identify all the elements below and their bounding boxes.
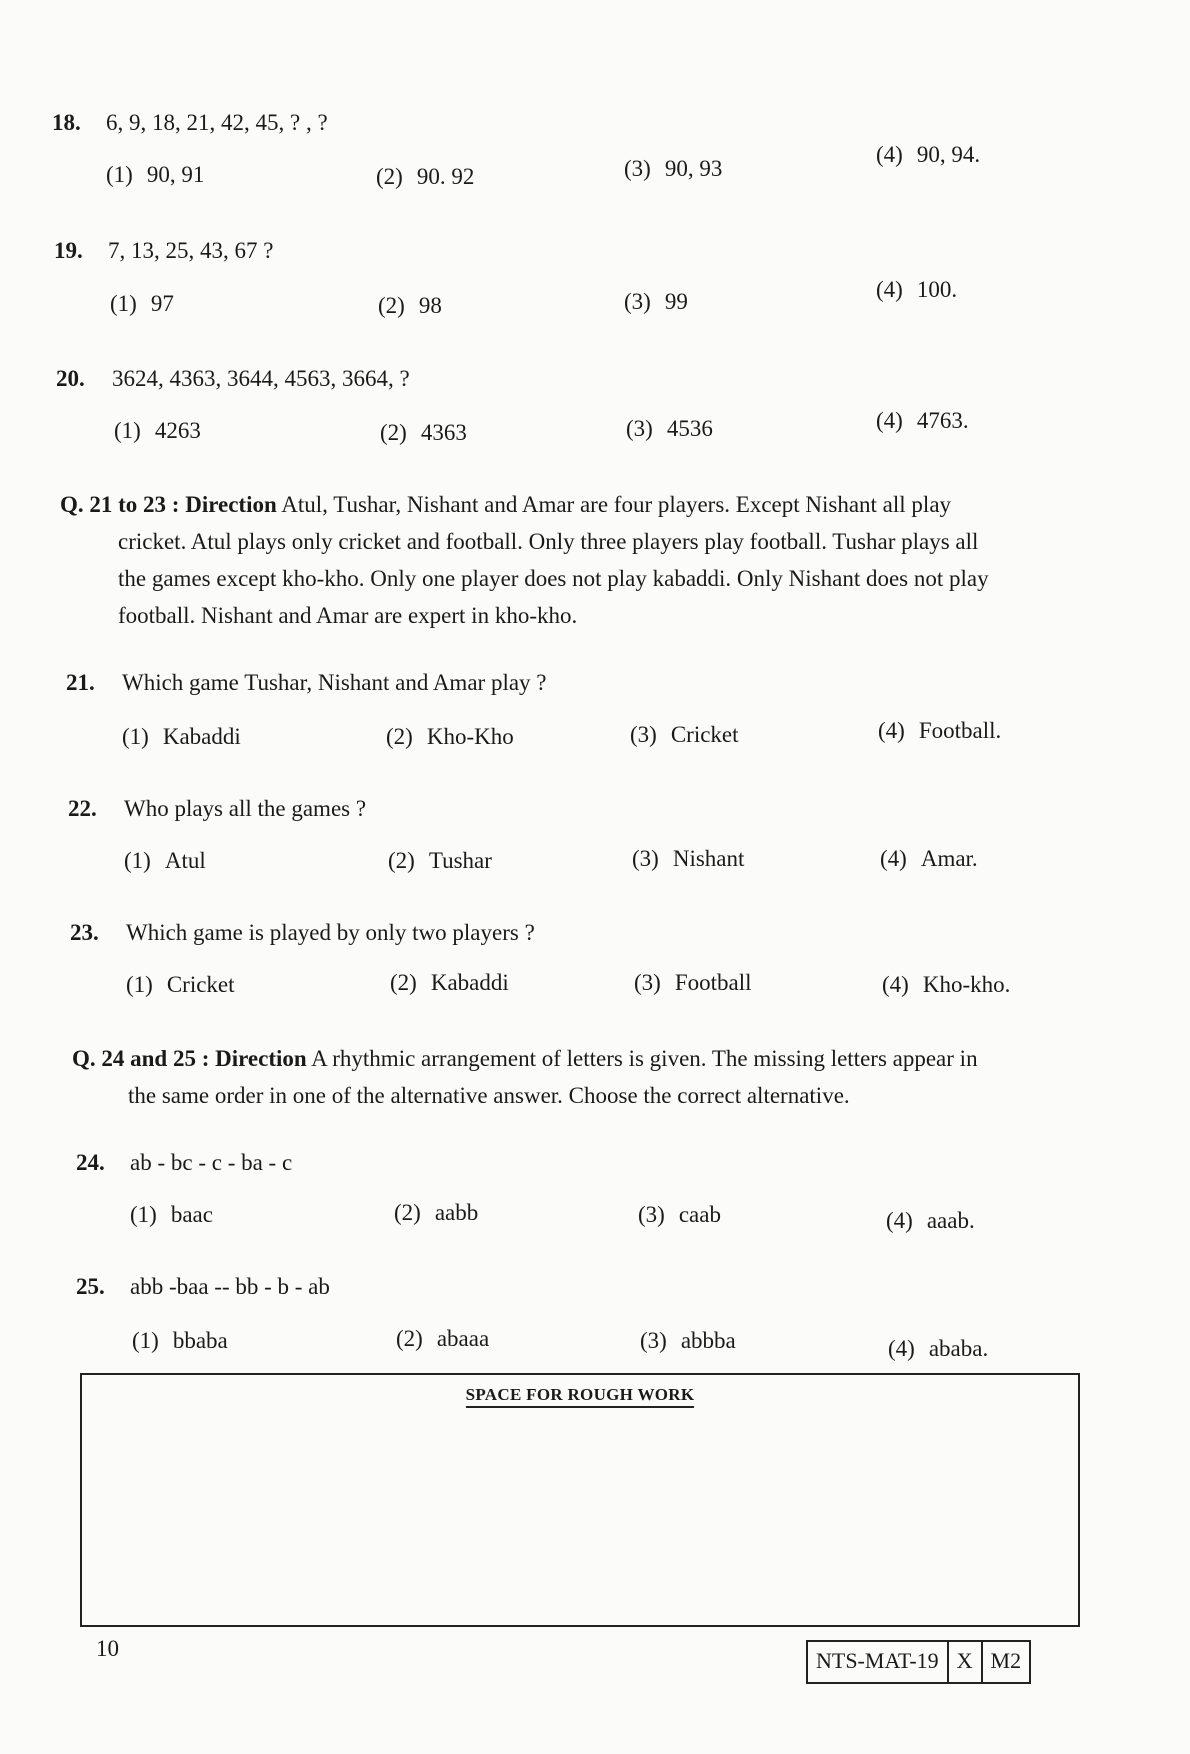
- question-text: Which game is played by only two players ?: [126, 920, 535, 945]
- option-4: (4) aaab.: [886, 1208, 975, 1233]
- option-3: (3) Cricket: [630, 722, 739, 747]
- question-number: 22.: [68, 796, 97, 821]
- option-3: (3) abbba: [640, 1328, 736, 1353]
- option-4: (4) 90, 94.: [876, 142, 981, 167]
- option-1: (1) Kabaddi: [122, 724, 241, 749]
- option-2: (2) 98: [378, 293, 442, 318]
- paper-code-set: M2: [990, 1648, 1022, 1673]
- direction-24-25: [72, 1040, 1102, 1114]
- direction-line: the same order in one of the alternative answer. Choose the correct alternative.: [128, 1083, 850, 1108]
- option-3: (3) 99: [624, 289, 688, 314]
- direction-line: A rhythmic arrangement of letters is given. The missing letters appear in: [311, 1046, 978, 1071]
- option-3: (3) caab: [638, 1202, 721, 1227]
- paper-code-medium: X: [949, 1642, 983, 1682]
- question-number: 23.: [70, 920, 99, 945]
- direction-label: Q. 21 to 23 : Direction: [60, 492, 277, 517]
- paper-code: [806, 1640, 1031, 1684]
- question-text: abb -baa -- bb - b - ab: [130, 1274, 330, 1299]
- question-number: 24.: [76, 1150, 105, 1175]
- paper-code-name: NTS-MAT-19: [808, 1642, 949, 1682]
- option-2: (2) 90. 92: [376, 164, 475, 189]
- option-4: (4) Amar.: [880, 846, 978, 871]
- direction-21-23: [60, 486, 1090, 634]
- option-4: (4) Football.: [878, 718, 1002, 743]
- question-number: 25.: [76, 1274, 105, 1299]
- direction-label: Q. 24 and 25 : Direction: [72, 1046, 307, 1071]
- option-1: (1) 90, 91: [106, 162, 205, 187]
- option-2: (2) aabb: [394, 1200, 479, 1225]
- option-4: (4) 100.: [876, 277, 958, 302]
- option-3: (3) 90, 93: [624, 156, 723, 181]
- option-3: (3) Nishant: [632, 846, 745, 871]
- direction-line: football. Nishant and Amar are expert in kho-kho.: [118, 603, 578, 628]
- option-1: (1) Atul: [124, 848, 206, 873]
- option-2: (2) abaaa: [396, 1326, 490, 1351]
- question-text: 6, 9, 18, 21, 42, 45, ? , ?: [106, 110, 328, 135]
- option-1: (1) bbaba: [132, 1328, 228, 1353]
- option-1: (1) Cricket: [126, 972, 235, 997]
- option-4: (4) 4763.: [876, 408, 969, 433]
- question-text: 7, 13, 25, 43, 67 ?: [108, 238, 274, 263]
- option-4: (4) ababa.: [888, 1336, 989, 1361]
- question-text: 3624, 4363, 3644, 4563, 3664, ?: [112, 366, 410, 391]
- option-2: (2) Tushar: [388, 848, 492, 873]
- option-3: (3) 4536: [626, 416, 713, 441]
- option-2: (2) 4363: [380, 420, 467, 445]
- question-number: 20.: [56, 366, 85, 391]
- question-text: Which game Tushar, Nishant and Amar play ?: [122, 670, 547, 695]
- rough-work-box: [80, 1373, 1080, 1627]
- question-number: 21.: [66, 670, 95, 695]
- question-text: Who plays all the games ?: [124, 796, 367, 821]
- direction-line: the games except kho-kho. Only one player does not play kabaddi. Only Nishant does not play: [118, 566, 989, 591]
- option-4: (4) Kho-kho.: [882, 972, 1011, 997]
- question-number: 19.: [54, 238, 83, 263]
- question-number: 18.: [52, 110, 81, 135]
- question-text: ab - bc - c - ba - c: [130, 1150, 293, 1175]
- option-1: (1) 97: [110, 291, 174, 316]
- rough-work-title: SPACE FOR ROUGH WORK: [82, 1385, 1078, 1405]
- option-2: (2) Kabaddi: [390, 970, 509, 995]
- direction-line: Atul, Tushar, Nishant and Amar are four players. Except Nishant all play: [281, 492, 952, 517]
- option-3: (3) Football: [634, 970, 752, 995]
- direction-line: cricket. Atul plays only cricket and football. Only three players play football. Tushar plays all: [118, 529, 979, 554]
- page-number: 10: [96, 1636, 119, 1661]
- option-2: (2) Kho-Kho: [386, 724, 514, 749]
- option-1: (1) 4263: [114, 418, 201, 443]
- option-1: (1) baac: [130, 1202, 213, 1227]
